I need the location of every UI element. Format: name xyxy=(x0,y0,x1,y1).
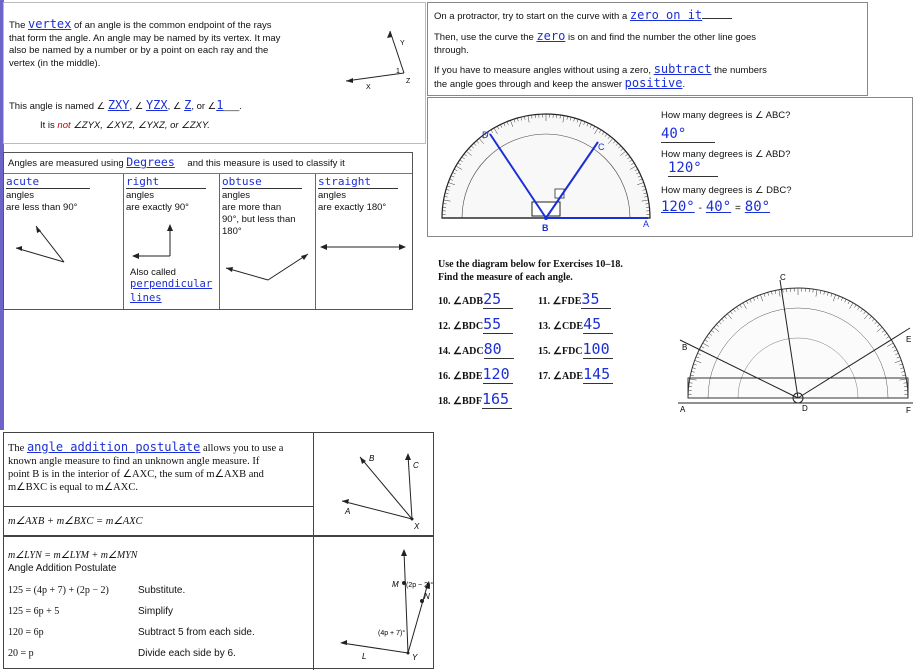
question-dbc: How many degrees is ∠ DBC? xyxy=(661,185,791,196)
exercise-answer: 80 xyxy=(484,340,514,359)
answer-dbc xyxy=(661,198,770,215)
angle-name-answer: Z xyxy=(184,98,191,112)
text: point B is in the interior of ∠AXC, the sum of m∠AXB and xyxy=(8,469,264,480)
exercise-answer: 25 xyxy=(483,290,513,309)
point-E-label: E xyxy=(906,335,911,344)
acute-column xyxy=(4,174,124,309)
text: is on and find the number the other line goes xyxy=(568,32,756,43)
vertex-paragraph xyxy=(9,18,339,70)
step-reason: Divide each side by 6. xyxy=(138,648,236,659)
protractor-question-box xyxy=(427,97,913,237)
text: If you have to measure angles without using a zero, xyxy=(434,65,651,76)
column-desc: angles are exactly 180° xyxy=(318,190,410,214)
notes-paragraph: If you have to measure angles without using a zero, subtract the numbers the angle goes through and keep the answer positive. xyxy=(434,63,767,91)
dbc-result: 80° xyxy=(745,199,770,215)
step-reason: Substitute. xyxy=(138,585,185,596)
right-angle-figure xyxy=(128,222,188,262)
text: m∠BXC is equal to m∠AXC. xyxy=(8,482,138,493)
vertex-definition-box xyxy=(3,2,426,144)
exercise-item xyxy=(538,315,613,334)
text: allows you to use a xyxy=(203,443,284,454)
classify-lead xyxy=(8,155,345,169)
positive-answer: positive xyxy=(625,76,683,90)
text: This angle is named xyxy=(9,101,94,112)
text: that form the angle. An angle may be named by its vertex. It may xyxy=(9,33,280,44)
straight-column xyxy=(316,174,412,309)
exercises-title xyxy=(438,258,623,284)
exercise-label: 13. ∠CDE xyxy=(538,321,583,332)
notes-paragraph xyxy=(434,9,732,23)
acute-angle-figure xyxy=(12,222,72,272)
obtuse-angle-figure xyxy=(224,250,314,290)
step-reason: Subtract 5 from each side. xyxy=(138,627,255,638)
point-B-label: B xyxy=(542,223,549,233)
text: The xyxy=(8,443,24,454)
point-C-label: C xyxy=(413,461,419,470)
exercise-list xyxy=(438,290,658,430)
exercise-item xyxy=(438,390,512,409)
text: vertex (in the middle). xyxy=(9,58,100,69)
point-label: X xyxy=(366,84,371,91)
step-equation: 125 = 6p + 5 xyxy=(8,606,59,617)
exercise-answer: 165 xyxy=(482,390,512,409)
zero-answer: zero xyxy=(536,29,565,43)
column-name: right xyxy=(126,175,206,189)
example-box xyxy=(3,536,434,669)
exercise-answer: 55 xyxy=(483,315,513,334)
point-label: Z xyxy=(406,78,411,85)
dbc-term: 120° xyxy=(661,199,695,215)
exercise-label: 11. ∠FDE xyxy=(538,296,581,307)
step-equation: 20 = p xyxy=(8,648,34,659)
column-desc: angles are exactly 90° xyxy=(126,190,217,214)
question-abd: How many degrees is ∠ ABD? xyxy=(661,149,790,160)
angle-expression-bottom: (4p + 7)° xyxy=(378,629,405,637)
answer-abc: 40° xyxy=(661,126,715,143)
point-A-label: A xyxy=(643,219,649,229)
unit-answer: Degrees xyxy=(126,155,174,169)
not-word: not xyxy=(57,120,70,131)
point-Y-label: Y xyxy=(412,653,418,662)
column-name: straight xyxy=(318,175,398,189)
text: and this measure is used to classify it xyxy=(187,158,344,169)
minus-sign: - xyxy=(699,203,702,214)
step-reason: Simplify xyxy=(138,606,173,617)
angle-number-label: 1 xyxy=(396,68,400,75)
postulate-text xyxy=(8,441,313,494)
text: known angle measure to find an unknown angle measure. If xyxy=(8,456,259,467)
text: On a protractor, try to start on the curve with a xyxy=(434,11,627,22)
exercise-item xyxy=(538,340,613,359)
vertex-answer: vertex xyxy=(28,17,71,31)
straight-angle-figure xyxy=(318,242,408,252)
exercise-item xyxy=(438,315,513,334)
point-X-label: X xyxy=(413,522,420,531)
subtract-answer: subtract xyxy=(654,62,712,76)
exercise-label: 16. ∠BDE xyxy=(438,371,483,382)
point-F-label: F xyxy=(906,406,911,415)
exercise-item xyxy=(538,365,613,384)
exercise-answer: 35 xyxy=(581,290,611,309)
column-name: obtuse xyxy=(222,175,302,189)
exercise-item xyxy=(538,290,611,309)
exercise-label: 17. ∠ADE xyxy=(538,371,583,382)
exercise-label: 15. ∠FDC xyxy=(538,346,583,357)
text: Find the measure of each angle. xyxy=(438,271,623,284)
point-A-label: A xyxy=(344,507,350,516)
text: also be named by a number or by a point on each ray and the xyxy=(9,45,268,56)
point-D-label: D xyxy=(482,130,489,140)
postulate-box xyxy=(3,432,434,536)
angle-name-answer: 1 xyxy=(216,98,223,112)
text: through. xyxy=(434,45,469,56)
example-reason: Angle Addition Postulate xyxy=(8,563,116,574)
answer-abd: 120° xyxy=(668,160,718,177)
point-L-label: L xyxy=(362,652,366,661)
obtuse-column xyxy=(220,174,316,309)
right-column xyxy=(124,174,220,309)
angle-expression-top: (2p − 2)° xyxy=(406,581,433,589)
point-A-label: A xyxy=(680,405,686,414)
equals-sign: = xyxy=(735,203,741,214)
protractor-notes-box xyxy=(427,2,868,96)
column-desc: angles are less than 90° xyxy=(6,190,121,214)
postulate-answer: angle addition postulate xyxy=(27,440,200,454)
angle-names-line: This angle is named ∠ ZXY, ∠ YZX, ∠ Z, or ∠1___. xyxy=(9,98,242,112)
zero-on-it-answer: zero on it xyxy=(630,8,702,22)
step-equation: 120 = 6p xyxy=(8,627,44,638)
lines-answer: lines xyxy=(130,292,162,304)
exercise-answer: 145 xyxy=(583,365,613,384)
exercise-label: 12. ∠BDC xyxy=(438,321,483,332)
point-M-label: M xyxy=(392,580,399,589)
exercise-item xyxy=(438,290,513,309)
point-B-label: B xyxy=(682,343,687,352)
exercise-protractor-diagram xyxy=(668,270,915,420)
text: Use the diagram below for Exercises 10–18. xyxy=(438,258,623,271)
text: or xyxy=(197,101,205,112)
text: ∠ZYX, ∠XYZ, ∠YXZ, or ∠ZXY. xyxy=(73,120,210,131)
postulate-figure xyxy=(322,439,432,534)
also-called-text: Also called xyxy=(130,267,176,278)
text: It is xyxy=(40,120,55,131)
exercise-item xyxy=(438,365,513,384)
point-N-label: N xyxy=(424,592,430,601)
classify-box xyxy=(3,152,413,310)
point-C-label: C xyxy=(780,273,786,282)
exercise-item xyxy=(438,340,514,359)
exercise-label: 10. ∠ADB xyxy=(438,296,483,307)
point-B-label: B xyxy=(369,454,375,463)
perpendicular-answer: perpendicular xyxy=(130,278,212,290)
point-D-label: D xyxy=(802,404,808,413)
named-angle-figure xyxy=(336,23,426,93)
angle-name-answer: ZXY xyxy=(108,98,130,112)
point-C-label: C xyxy=(598,142,605,152)
protractor-diagram xyxy=(432,100,662,230)
exercise-answer: 45 xyxy=(583,315,613,334)
angle-name-answer: YZX xyxy=(146,98,168,112)
example-figure xyxy=(322,543,432,663)
text: the numbers xyxy=(714,65,767,76)
text: The xyxy=(9,20,25,31)
example-equation: m∠LYN = m∠LYM + m∠MYN xyxy=(8,550,137,561)
dbc-term: 40° xyxy=(706,199,731,215)
question-abc: How many degrees is ∠ ABC? xyxy=(661,110,790,121)
postulate-formula: m∠AXB + m∠BXC = m∠AXC xyxy=(8,515,143,527)
point-label: Y xyxy=(400,40,405,47)
text: Angles are measured using xyxy=(8,158,124,169)
text: the angle goes through and keep the answer xyxy=(434,79,622,90)
notes-paragraph xyxy=(434,30,864,57)
exercise-label: 18. ∠BDF xyxy=(438,396,482,407)
exercise-answer: 100 xyxy=(583,340,613,359)
step-equation: 125 = (4p + 7) + (2p − 2) xyxy=(8,585,109,596)
text: Then, use the curve the xyxy=(434,32,534,43)
exercise-label: 14. ∠ADC xyxy=(438,346,484,357)
not-names-line xyxy=(40,120,210,131)
exercise-answer: 120 xyxy=(483,365,513,384)
column-desc: angles are more than 90°, but less than 180° xyxy=(222,190,313,238)
column-name: acute xyxy=(6,175,90,189)
text: of an angle is the common endpoint of the rays xyxy=(74,20,272,31)
